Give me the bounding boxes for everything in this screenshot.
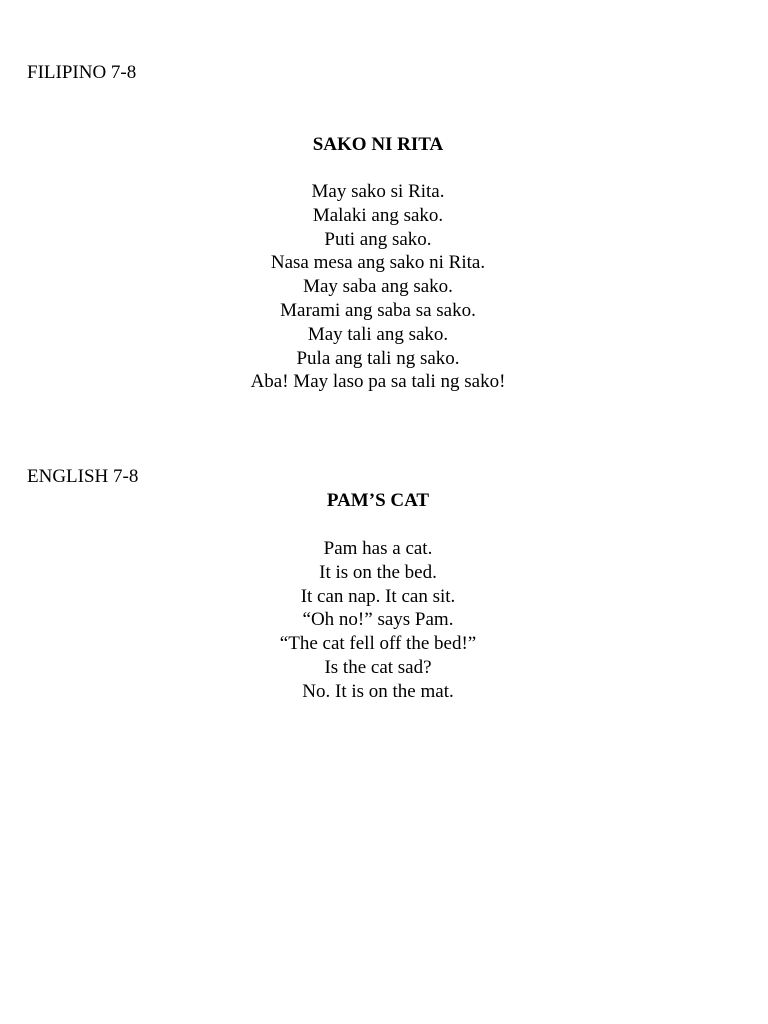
story-line: May tali ang sako. [307,323,449,345]
story-line: Is the cat sad? [324,656,432,678]
story-line: Nasa mesa ang sako ni Rita. [270,252,486,274]
story-line: Marami ang saba sa sako. [280,299,476,321]
story-title-pams-cat: PAM’S CAT [326,490,430,511]
story-line: No. It is on the mat. [302,680,454,702]
story-line: It can nap. It can sit. [300,585,456,607]
story-line: Pam has a cat. [323,538,433,559]
story-line: Pula ang tali ng sako. [296,347,460,369]
story-line: It is on the bed. [319,561,437,583]
story-line: Aba! May laso pa sa tali ng sako! [250,371,506,393]
section-label-english: ENGLISH 7-8 [27,466,139,487]
story-text-english [0,537,756,704]
story-line: May sako si Rita. [311,181,445,202]
story-line: “Oh no!” says Pam. [302,609,454,631]
story-line: Puti ang sako. [324,228,432,250]
story-line: May saba ang sako. [303,276,453,298]
story-line: “The cat fell off the bed!” [279,633,477,655]
story-text-filipino [0,180,756,394]
section-label-filipino: FILIPINO 7-8 [27,62,137,83]
story-title-sako-ni-rita: SAKO NI RITA [312,134,444,155]
story-line: Malaki ang sako. [312,204,444,226]
